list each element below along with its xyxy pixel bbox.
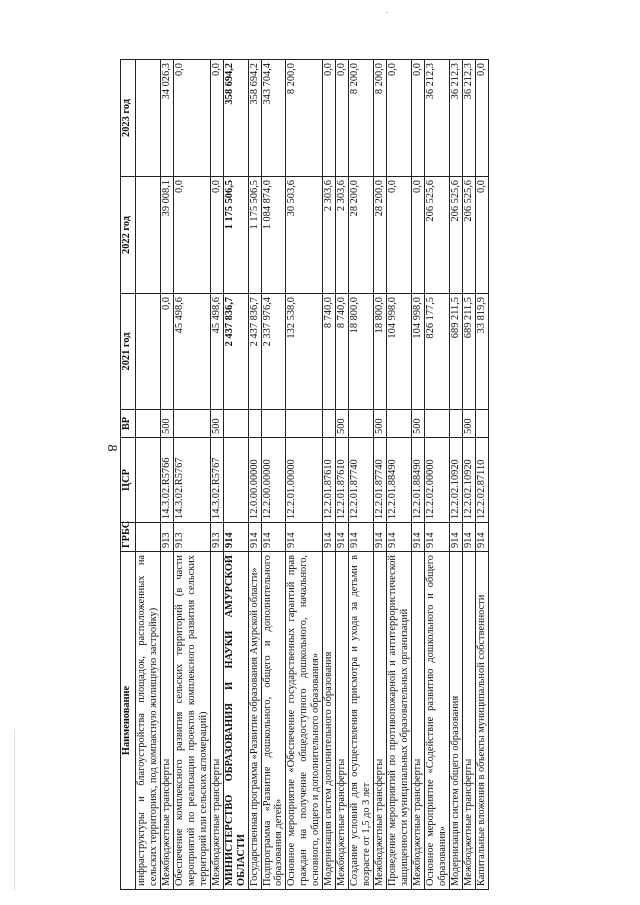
cell-name: Проведение мероприятий по противопожарной и антитеррористической защищенности муниципальных образовательных организаций [387, 552, 412, 890]
cell-vr [323, 410, 336, 438]
cell-grbs: 914 [424, 523, 449, 552]
cell-2022: 30 503,6 [286, 177, 323, 294]
cell-vr: 500 [336, 410, 349, 438]
table-header-row [121, 60, 136, 890]
cell-csr: 12.2.02.10920 [462, 438, 475, 523]
cell-csr: 12.2.02.87110 [475, 438, 488, 523]
cell-name: Межбюджетные трансферты [374, 552, 387, 890]
cell-name: Обеспечение комплексного развития сельских территорий (в части мероприятий по реализации проектов комплексного развития сельских территорий или сельских агломераций) [173, 552, 210, 890]
table-row [248, 60, 261, 890]
cell-vr: 500 [210, 410, 223, 438]
cell-2023: 0,0 [336, 60, 349, 177]
table-row [336, 60, 349, 890]
cell-grbs: 914 [475, 523, 488, 552]
table-row [323, 60, 336, 890]
cell-grbs: 914 [387, 523, 412, 552]
cell-2021: 2 437 836,7 [248, 294, 261, 410]
cell-2022: 2 303,6 [323, 177, 336, 294]
header-2022: 2022 год [121, 177, 136, 294]
cell-name: Создание условий для осуществления присмотра и ухода за детьми в возрасте от 1,5 до 3 лет [349, 552, 374, 890]
cell-vr: 500 [462, 410, 475, 438]
cell-name: Межбюджетные трансферты [210, 552, 223, 890]
cell-2021: 45 498,6 [173, 294, 210, 410]
cell-2023: 0,0 [323, 60, 336, 177]
cell-vr [286, 410, 323, 438]
cell-grbs: 914 [261, 523, 286, 552]
table-row [173, 60, 210, 890]
cell-vr [449, 410, 462, 438]
cell-vr [223, 410, 248, 438]
cell-grbs: 913 [173, 523, 210, 552]
cell-2022: 28 200,0 [374, 177, 387, 294]
cell-grbs: 914 [374, 523, 387, 552]
cell-name: Капитальные вложения в объекты муниципальной собственности [475, 552, 488, 890]
cell-name: Модернизация систем общего образования [449, 552, 462, 890]
cell-grbs: 913 [210, 523, 223, 552]
cell-2021: 8 740,0 [336, 294, 349, 410]
table-row [160, 60, 173, 890]
cell-grbs: 914 [349, 523, 374, 552]
table-row [387, 60, 412, 890]
table-row [424, 60, 449, 890]
cell-vr [475, 410, 488, 438]
table-row [210, 60, 223, 890]
cell-2021: 689 211,5 [449, 294, 462, 410]
table-row [136, 60, 161, 890]
cell-name: Государственная программа «Развитие образования Амурской области» [248, 552, 261, 890]
cell-vr: 500 [411, 410, 424, 438]
table-row [261, 60, 286, 890]
cell-2023: 0,0 [387, 60, 412, 177]
cell-2023: 358 694,2 [223, 60, 248, 177]
cell-2021: 33 819,9 [475, 294, 488, 410]
cell-2023: 0,0 [411, 60, 424, 177]
cell-csr: 12.2.01.87610 [336, 438, 349, 523]
cell-2022: 0,0 [475, 177, 488, 294]
cell-2022: 0,0 [173, 177, 210, 294]
cell-vr [349, 410, 374, 438]
table-row [475, 60, 488, 890]
cell-2021: 18 800,0 [349, 294, 374, 410]
cell-2022: 0,0 [411, 177, 424, 294]
cell-2021: 132 538,0 [286, 294, 323, 410]
cell-2023: 34 026,3 [160, 60, 173, 177]
cell-grbs: 914 [462, 523, 475, 552]
cell-2023: 8 200,0 [374, 60, 387, 177]
table-row [223, 60, 248, 890]
cell-grbs: 914 [286, 523, 323, 552]
cell-2023: 36 212,3 [424, 60, 449, 177]
cell-2022: 1 175 506,5 [248, 177, 261, 294]
table-row [449, 60, 462, 890]
cell-csr: 14.3.02.R5766 [160, 438, 173, 523]
cell-2021: 18 800,0 [374, 294, 387, 410]
cell-csr: 12.2.00.00000 [261, 438, 286, 523]
cell-2022: 39 008,1 [160, 177, 173, 294]
cell-csr: 12.0.00.00000 [248, 438, 261, 523]
cell-2022: 206 525,6 [462, 177, 475, 294]
cell-2022 [136, 177, 161, 294]
cell-2022: 28 200,0 [349, 177, 374, 294]
cell-name: Основное мероприятие «Содействие развитию дошкольного и общего образования» [424, 552, 449, 890]
cell-2023: 0,0 [475, 60, 488, 177]
cell-2021: 2 337 976,4 [261, 294, 286, 410]
cell-2023: 36 212,3 [462, 60, 475, 177]
header-2021: 2021 год [121, 294, 136, 410]
cell-vr: 500 [374, 410, 387, 438]
cell-name: инфраструктуры и благоустройства площадок, расположенных на сельских территориях, под компактную жилищную застройку) [136, 552, 161, 890]
cell-2022: 206 525,6 [424, 177, 449, 294]
cell-name: Межбюджетные трансферты [462, 552, 475, 890]
cell-vr [387, 410, 412, 438]
cell-2023: 0,0 [210, 60, 223, 177]
cell-vr [248, 410, 261, 438]
cell-2021: 45 498,6 [210, 294, 223, 410]
cell-grbs: 914 [336, 523, 349, 552]
cell-2021: 826 177,5 [424, 294, 449, 410]
cell-name: Основное мероприятие «Обеспечение государственных гарантий прав граждан на получение общедоступного дошкольного, начального, основного, общего и дополнительного образования» [286, 552, 323, 890]
cell-vr [136, 410, 161, 438]
cell-2021: 0,0 [160, 294, 173, 410]
table-row [411, 60, 424, 890]
header-vr: ВР [121, 410, 136, 438]
cell-csr [136, 438, 161, 523]
cell-csr: 12.2.01.88490 [387, 438, 412, 523]
cell-2021: 689 211,5 [462, 294, 475, 410]
cell-grbs: 914 [223, 523, 248, 552]
cell-csr: 12.2.01.88490 [411, 438, 424, 523]
cell-csr: 14.3.02.R5767 [210, 438, 223, 523]
cell-2022: 0,0 [210, 177, 223, 294]
scan-dot [386, 12, 388, 13]
cell-2021: 104 998,0 [387, 294, 412, 410]
budget-table [120, 59, 489, 890]
cell-2023: 8 200,0 [349, 60, 374, 177]
cell-vr: 500 [160, 410, 173, 438]
page-number: 8 [104, 444, 119, 452]
cell-2023: 0,0 [173, 60, 210, 177]
cell-2021: 8 740,0 [323, 294, 336, 410]
cell-csr: 12.2.01.00000 [286, 438, 323, 523]
cell-2021 [136, 294, 161, 410]
cell-csr: 12.2.01.87610 [323, 438, 336, 523]
cell-2022: 1 084 874,0 [261, 177, 286, 294]
cell-vr [261, 410, 286, 438]
header-grbs: ГРБС [121, 523, 136, 552]
rotated-page-content [120, 60, 540, 890]
cell-csr: 14.3.02.R5767 [173, 438, 210, 523]
cell-name: Межбюджетные трансферты [160, 552, 173, 890]
cell-grbs: 913 [160, 523, 173, 552]
cell-name: Подпрограмма «Развитие дошкольного, общего и дополнительного образования детей» [261, 552, 286, 890]
header-csr: ЦСР [121, 438, 136, 523]
cell-name: МИНИСТЕРСТВО ОБРАЗОВАНИЯ И НАУКИ АМУРСКОЙ ОБЛАСТИ [223, 552, 248, 890]
cell-2023: 36 212,3 [449, 60, 462, 177]
scan-edge-line [14, 730, 15, 890]
cell-2023: 343 704,4 [261, 60, 286, 177]
cell-csr: 12.2.02.10920 [449, 438, 462, 523]
cell-vr [424, 410, 449, 438]
cell-2023: 358 694,2 [248, 60, 261, 177]
cell-2021: 104 998,0 [411, 294, 424, 410]
cell-name: Межбюджетные трансферты [411, 552, 424, 890]
cell-grbs: 914 [323, 523, 336, 552]
cell-2023 [136, 60, 161, 177]
cell-name: Модернизация систем дополнительного образования [323, 552, 336, 890]
cell-grbs: 914 [411, 523, 424, 552]
cell-csr: 12.2.02.00000 [424, 438, 449, 523]
cell-2022: 0,0 [387, 177, 412, 294]
table-row [286, 60, 323, 890]
cell-2022: 206 525,6 [449, 177, 462, 294]
cell-csr: 12.2.01.87740 [374, 438, 387, 523]
table-row [374, 60, 387, 890]
cell-grbs [136, 523, 161, 552]
header-name: Наименование [121, 552, 136, 890]
cell-grbs: 914 [248, 523, 261, 552]
cell-2022: 1 175 506,5 [223, 177, 248, 294]
cell-csr [223, 438, 248, 523]
cell-vr [173, 410, 210, 438]
cell-2023: 8 200,0 [286, 60, 323, 177]
header-2023: 2023 год [121, 60, 136, 177]
cell-2022: 2 303,6 [336, 177, 349, 294]
cell-grbs: 914 [449, 523, 462, 552]
cell-2021: 2 437 836,7 [223, 294, 248, 410]
cell-name: Межбюджетные трансферты [336, 552, 349, 890]
table-row [349, 60, 374, 890]
cell-csr: 12.2.01.87740 [349, 438, 374, 523]
table-body [136, 60, 489, 890]
table-row [462, 60, 475, 890]
